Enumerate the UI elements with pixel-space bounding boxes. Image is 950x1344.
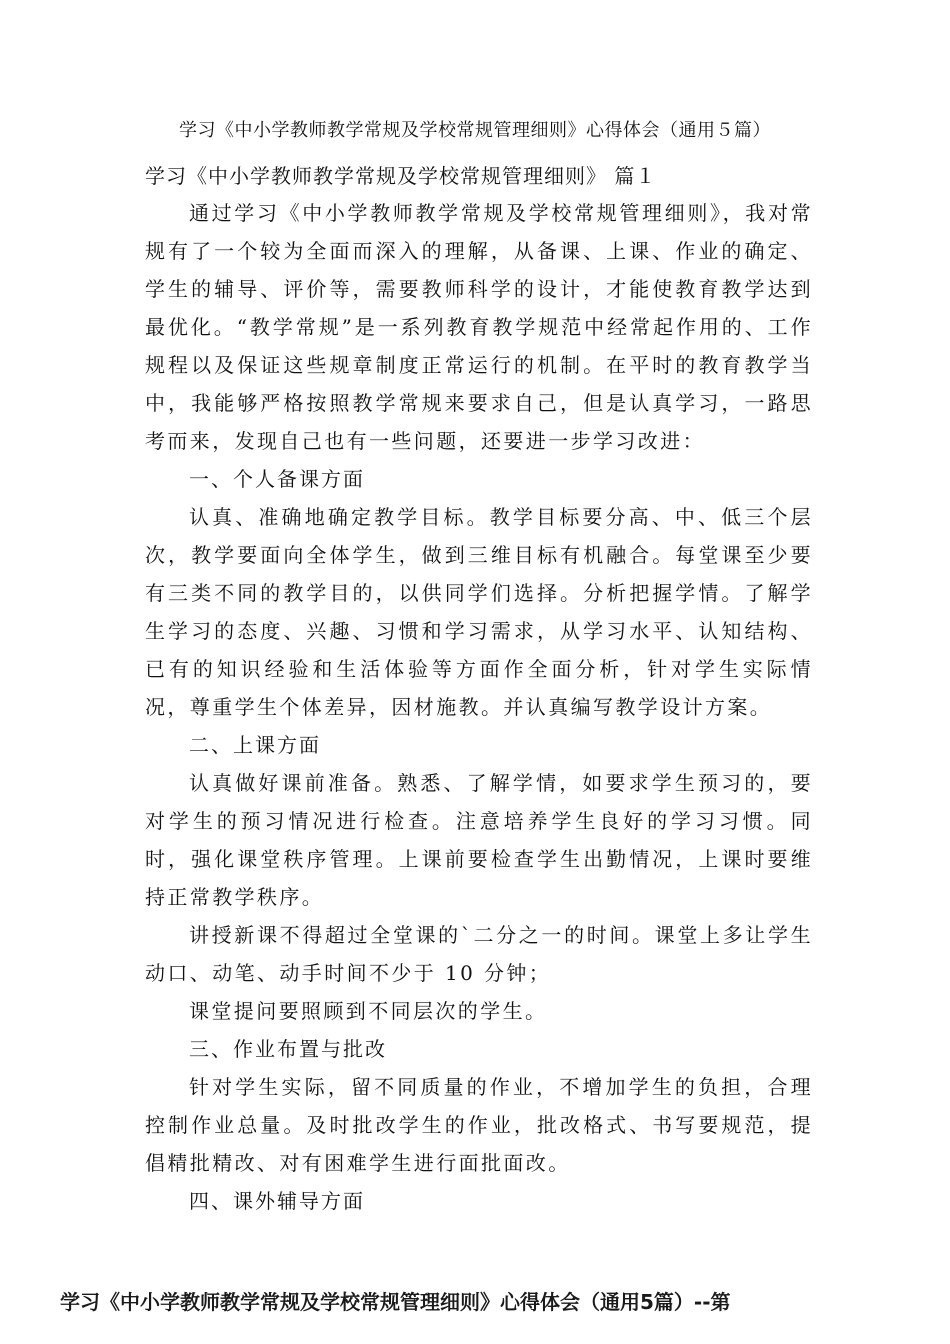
subheading-tutoring: 四、课外辅导方面 <box>189 1189 365 1213</box>
paragraph-class-prep: 认真做好课前准备。熟悉、了解学情，如要求学生预习的，要对学生的预习情况进行检查。注意培养学生良好的学习习惯。同时，强化课堂秩序管理。上课前要检查学生出勤情况，上课时要维持正常教学秩序。 <box>145 771 813 909</box>
subheading-homework: 三、作业布置与批改 <box>189 1037 387 1061</box>
page-footer: 学习《中小学教师教学常规及学校常规管理细则》心得体会（通用5篇）--第 <box>60 1290 731 1314</box>
paragraph-intro: 通过学习《中小学教师教学常规及学校常规管理细则》，我对常规有了一个较为全面而深入的理解，从备课、上课、作业的确定、学生的辅导、评价等，需要教师科学的设计，才能使教育教学达到最优化。“教学常规”是一系列教育教学规范中经常起作用的、工作规程以及保证这些规章制度正常运行的机制。在平时的教育教学当中，我能够严格按照教学常规来要求自己，但是认真学习，一路思考而来，发现自己也有一些问题，还要进一步学习改进： <box>145 201 813 453</box>
subheading-lesson-prep: 一、个人备课方面 <box>189 467 365 491</box>
paragraph-lesson-prep: 认真、准确地确定教学目标。教学目标要分高、中、低三个层次，教学要面向全体学生，做到三维目标有机融合。每堂课至少要有三类不同的教学目的，以供同学们选择。分析把握学情。了解学生学习的态度、兴趣、习惯和学习需求，从学习水平、认知结构、已有的知识经验和生活体验等方面作全面分析，针对学生实际情况，尊重学生个体差异，因材施教。并认真编写教学设计方案。 <box>145 505 813 719</box>
section-heading: 学习《中小学教师教学常规及学校常规管理细则》 篇１ <box>145 164 657 188</box>
paragraph-questions: 课堂提问要照顾到不同层次的学生。 <box>189 999 548 1023</box>
document-body <box>145 194 813 1220</box>
subheading-class: 二、上课方面 <box>189 733 321 757</box>
paragraph-homework: 针对学生实际，留不同质量的作业，不增加学生的负担，合理控制作业总量。及时批改学生的作业，批改格式、书写要规范，提倡精批精改、对有困难学生进行面批面改。 <box>145 1075 813 1175</box>
document-title: 学习《中小学教师教学常规及学校常规管理细则》心得体会（通用５篇） <box>179 120 771 141</box>
paragraph-new-lesson-time: 讲授新课不得超过全堂课的`二分之一的时间。课堂上多让学生动口、动笔、动手时间不少于 10 分钟； <box>145 923 813 985</box>
